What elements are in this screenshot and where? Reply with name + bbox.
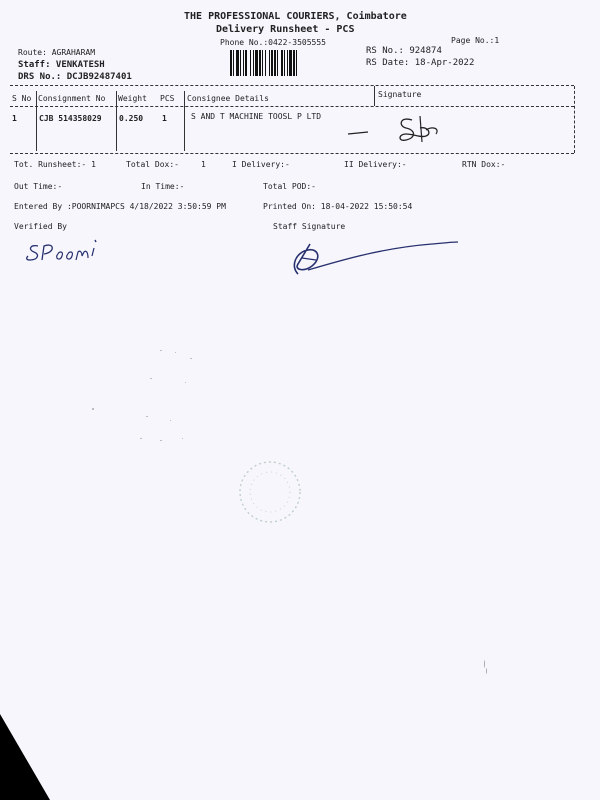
- staff-signature: [282, 236, 462, 282]
- table-bottom-rule: [10, 153, 574, 154]
- row-consignee: S AND T MACHINE TOOSL P LTD: [191, 112, 322, 121]
- rtn-dox: RTN Dox:-: [462, 160, 506, 169]
- table-right-edge: [574, 86, 575, 153]
- printed-on: Printed On: 18-04-2022 15:50:54: [263, 202, 413, 211]
- document-title: Delivery Runsheet - PCS: [216, 24, 355, 35]
- in-time: In Time:-: [141, 182, 185, 191]
- rs-number: RS No.: 924874: [366, 46, 442, 56]
- faint-stamp: [234, 454, 306, 530]
- total-dox-value: 1: [201, 160, 206, 169]
- header-consignee: Consignee Details: [187, 94, 269, 103]
- row-pcs: 1: [162, 114, 167, 123]
- row-sno: 1: [12, 114, 17, 123]
- row-weight: 0.250: [119, 114, 144, 123]
- i-delivery: I Delivery:-: [232, 160, 290, 169]
- table-top-rule: [10, 85, 574, 86]
- recipient-signature: [340, 112, 450, 154]
- entered-by: Entered By :POORNIMAPCS 4/18/2022 3:50:59 PM: [14, 202, 226, 211]
- scan-corner-shadow: [0, 714, 50, 800]
- header-pcs: PCS: [160, 94, 175, 103]
- row-consignment: CJB 514358029: [39, 114, 102, 123]
- header-sno: S No: [12, 94, 32, 103]
- table-header-rule: [10, 106, 574, 107]
- company-name: THE PROFESSIONAL COURIERS, Coimbatore: [184, 11, 407, 22]
- signature-divider: [374, 86, 375, 106]
- total-dox-label: Total Dox:-: [126, 160, 179, 169]
- rs-date: RS Date: 18-Apr-2022: [366, 58, 475, 68]
- staff-signature-label: Staff Signature: [273, 222, 346, 231]
- verified-by-label: Verified By: [14, 222, 67, 231]
- header-consignment: Consignment No: [38, 94, 106, 103]
- verifier-signature: [24, 236, 114, 268]
- barcode: [230, 50, 346, 76]
- total-runsheet: Tot. Runsheet:- 1: [14, 160, 96, 169]
- total-pod: Total POD:-: [263, 182, 316, 191]
- header-signature: Signature: [378, 90, 422, 99]
- ii-delivery: II Delivery:-: [344, 160, 407, 169]
- drs-number: DRS No.: DCJB92487401: [18, 72, 132, 82]
- out-time: Out Time:-: [14, 182, 63, 191]
- staff-label: Staff: VENKATESH: [18, 60, 105, 70]
- header-weight: Weight: [118, 94, 147, 103]
- route-label: Route: AGRAHARAM: [18, 48, 96, 57]
- phone-number: Phone No.:0422-3505555: [220, 38, 326, 47]
- page-number: Page No.:1: [451, 36, 500, 45]
